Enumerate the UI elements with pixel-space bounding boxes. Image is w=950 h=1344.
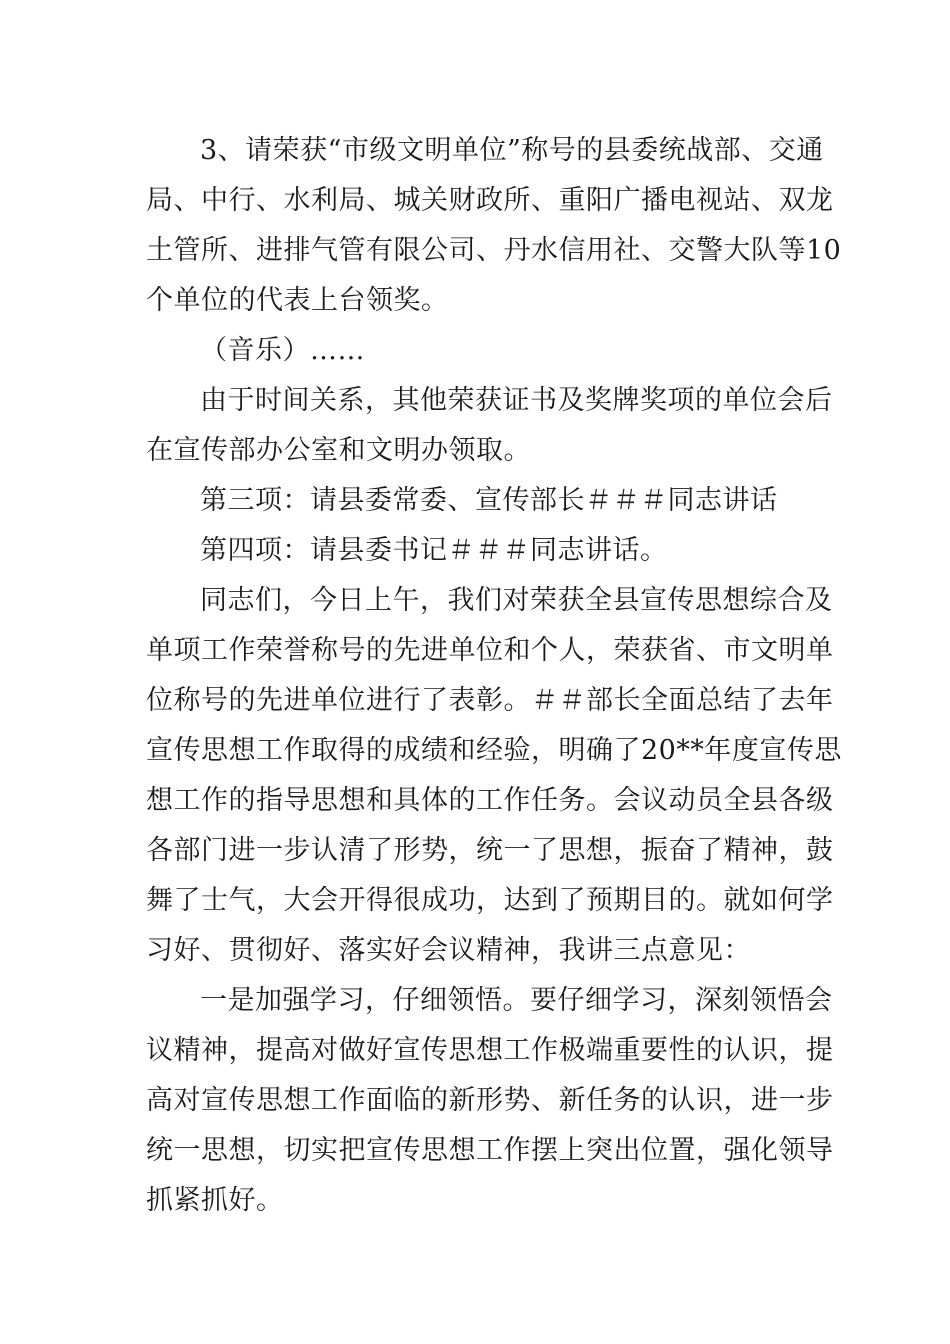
text-line: 在宣传部办公室和文明办领取。	[146, 435, 531, 466]
text-line: 统一思想，切实把宣传思想工作摆上突出位置，强化领导	[146, 1135, 834, 1166]
text-line: 各部门进一步认清了形势，统一了思想，振奋了精神，鼓	[146, 835, 834, 866]
paragraph-award-list	[146, 126, 842, 326]
text-line: 3、请荣获“市级文明单位”称号的县委统战部、交通	[200, 135, 824, 166]
text-line: 位称号的先进单位进行了表彰。＃＃部长全面总结了去年	[146, 685, 834, 716]
text-line: 第三项：请县委常委、宣传部长＃＃＃同志讲话	[200, 485, 778, 516]
text-line: 一是加强学习，仔细领悟。要仔细学习，深刻领悟会	[200, 985, 833, 1016]
text-line: 宣传思想工作取得的成绩和经验，明确了20**年度宣传思	[146, 735, 842, 766]
document-body	[146, 126, 842, 1226]
text-line: 习好、贯彻好、落实好会议精神，我讲三点意见：	[146, 935, 751, 966]
text-line: 舞了士气，大会开得很成功，达到了预期目的。就如何学	[146, 885, 834, 916]
paragraph-item-four	[146, 526, 808, 576]
text-line: （音乐）……	[200, 335, 365, 366]
paragraph-item-three	[146, 476, 808, 526]
text-line: 第四项：请县委书记＃＃＃同志讲话。	[200, 535, 668, 566]
text-line: 想工作的指导思想和具体的工作任务。会议动员全县各级	[146, 785, 834, 816]
text-line: 议精神，提高对做好宣传思想工作极端重要性的认识，提	[146, 1035, 834, 1066]
text-line: 局、中行、水利局、城关财政所、重阳广播电视站、双龙	[146, 185, 834, 216]
paragraph-speech-intro	[146, 576, 842, 976]
text-line: 高对宣传思想工作面临的新形势、新任务的认识，进一步	[146, 1085, 834, 1116]
text-line: 个单位的代表上台领奖。	[146, 285, 449, 316]
text-line: 抓紧抓好。	[146, 1185, 284, 1216]
text-line: 土管所、进排气管有限公司、丹水信用社、交警大队等10	[146, 235, 842, 266]
text-line: 同志们，今日上午，我们对荣获全县宣传思想综合及	[200, 585, 833, 616]
paragraph-music-cue	[146, 326, 808, 376]
text-line: 单项工作荣誉称号的先进单位和个人，荣获省、市文明单	[146, 635, 834, 666]
text-line: 由于时间关系，其他荣获证书及奖牌奖项的单位会后	[200, 385, 833, 416]
paragraph-collection-note	[146, 376, 833, 476]
paragraph-point-one	[146, 976, 834, 1226]
